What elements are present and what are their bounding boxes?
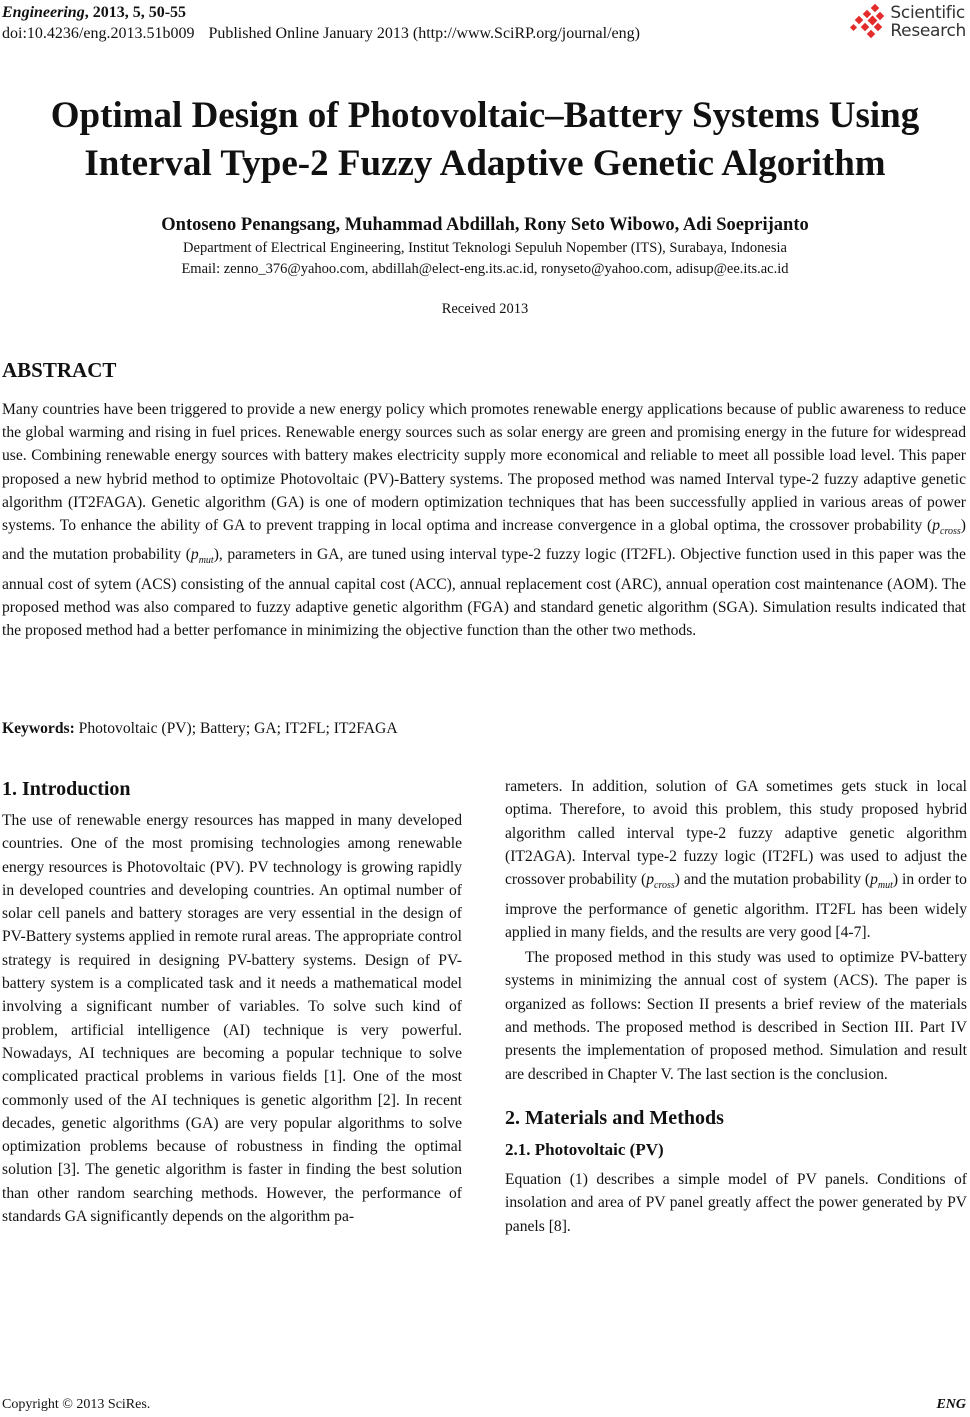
section-heading-materials-methods: 2. Materials and Methods <box>505 1106 724 1129</box>
keywords-value: Photovoltaic (PV); Battery; GA; IT2FL; IT2FAGA <box>74 720 398 737</box>
logo-line-1: Scientific <box>890 3 965 23</box>
affiliation-block <box>0 238 970 280</box>
publisher-logo <box>848 2 966 42</box>
doi[interactable]: doi:10.4236/eng.2013.51b009 <box>2 25 195 42</box>
keywords <box>2 720 398 738</box>
pv-paragraph-1: Equation (1) describes a simple model of PV panels. Conditions of insolation and area of PV panel greatly affect the power generated by PV panels [8]. <box>505 1170 967 1235</box>
scientific-research-diamond-logo-icon <box>848 2 888 42</box>
doi-line <box>2 23 640 44</box>
title-line-2: Interval Type-2 Fuzzy Adaptive Genetic Algorithm <box>84 143 886 184</box>
intro-paragraph-2: The proposed method in this study was used to optimize PV-battery systems in minimizing the annual cost of system (ACS). The paper is organized as follows: Section II presents a brief review of the materials and methods. The proposed method is described in Section III. Part IV presents the implementation of proposed method. Simulation and result are described in Chapter V. The last section is the conclusion. <box>505 949 967 1083</box>
published-online: Published Online January 2013 (http://www.SciRP.org/journal/eng) <box>208 25 640 42</box>
title-line-1: Optimal Design of Photovoltaic–Battery Systems Using <box>50 95 920 136</box>
keywords-label: Keywords: <box>2 720 75 737</box>
left-column <box>2 775 462 1228</box>
subsection-heading-photovoltaic: 2.1. Photovoltaic (PV) <box>505 1139 664 1159</box>
abstract-body: Many countries have been triggered to provide a new energy policy which promotes renewable energy applications because of public awareness to reduce the global warming and rising in fuel prices. Renewable energy sources such as solar energy are green and promising energy in the future for widespread use. Combining renewable energy sources with battery makes electricity supply more economical and reliable to meet all possible load level. This paper proposed a new hybrid method to optimize Photovoltaic (PV)-Battery systems. The proposed method was named Interval type-2 fuzzy adaptive genetic algorithm (IT2FAGA). Genetic algorithm (GA) is one of modern optimization techniques that has been successfully applied in various areas of power systems. To enhance the ability of GA to prevent trapping in local optima and increase convergence in a global optima, the crossover probability $(p_{cross})$ and the mutation probability $(p_{mut})$, parameters in GA, are tuned using interval type-2 fuzzy logic (IT2FL). Objective function used in this paper was the annual cost of sytem (ACS) consisting of the annual capital cost (ACC), annual replacement cost (ARC), annual operation cost maintenance (AOM). The proposed method was also compared to fuzzy adaptive genetic algorithm (FGA) and standard genetic algorithm (SGA). Simulation results indicated that the proposed method had a better perfomance in minimizing the objective function than the other two methods. <box>2 401 966 640</box>
affiliation: Department of Electrical Engineering, Institut Teknologi Sepuluh Nopember (ITS), Surabaya, Indonesia <box>183 240 787 256</box>
journal-citation <box>2 2 640 23</box>
journal-issue: , 2013, 5, 50-55 <box>84 4 187 21</box>
intro-paragraph-1-continued: rameters. In addition, solution of GA sometimes gets stuck in local optima. Therefore, to avoid this problem, this study proposed hybrid algorithm called interval type-2 fuzzy adaptive genetic algorithm (IT2AGA). Interval type-2 fuzzy logic (IT2FL) was used to adjust the crossover probability $(p_{cross})$ and the mutation probability $(p_{mut})$ in order to improve the performance of genetic algorithm. IT2FL has been widely applied in many fields, and the results are very good [4-7]. <box>505 778 967 941</box>
email-line[interactable]: Email: zenno_376@yahoo.com, abdillah@elect-eng.its.ac.id, ronyseto@yahoo.com, adisup@ee.its.ac.id <box>181 261 789 277</box>
journal-name: Engineering <box>2 4 85 21</box>
logo-line-2: Research <box>890 21 966 41</box>
logo-text <box>890 4 966 40</box>
intro-paragraph-1: The use of renewable energy resources has mapped in many developed countries. One of the most promising technologies among renewable energy resources is Photovoltaic (PV). PV technology is growing rapidly in developed countries and developing countries. An optimal number of solar cell panels and battery storages are very essential in the design of PV-Battery systems applied in remote rural areas. The appropriate control strategy is required in designing PV-battery systems. Design of PV-battery system is a complicated task and it needs a mathematical model involving a significant number of variables. To solve such kind of problem, artificial intelligence (AI) technique is very powerful. Nowadays, AI techniques are becoming a popular technique to solve complicated practical problems in various fields [1]. One of the most commonly used of the AI techniques is genetic algorithm [2]. In recent decades, genetic algorithms (GA) are very popular algorithms to solve optimization problems because of robustness in finding the optimal solution [3]. The genetic algorithm is faster in finding the best solution than other random searching methods. However, the performance of standards GA significantly depends on the algorithm pa- <box>2 812 462 1226</box>
authors: Ontoseno Penangsang, Muhammad Abdillah, Rony Seto Wibowo, Adi Soeprijanto <box>161 215 809 235</box>
page-footer <box>2 1397 966 1413</box>
running-header <box>2 2 640 44</box>
journal-abbreviation: ENG <box>936 1397 966 1412</box>
paper-title <box>0 92 970 188</box>
right-column <box>505 775 967 1238</box>
section-heading-introduction: 1. Introduction <box>2 778 131 800</box>
received-date: Received 2013 <box>441 301 529 317</box>
abstract-heading: ABSTRACT <box>2 358 117 382</box>
copyright: Copyright © 2013 SciRes. <box>2 1397 151 1412</box>
